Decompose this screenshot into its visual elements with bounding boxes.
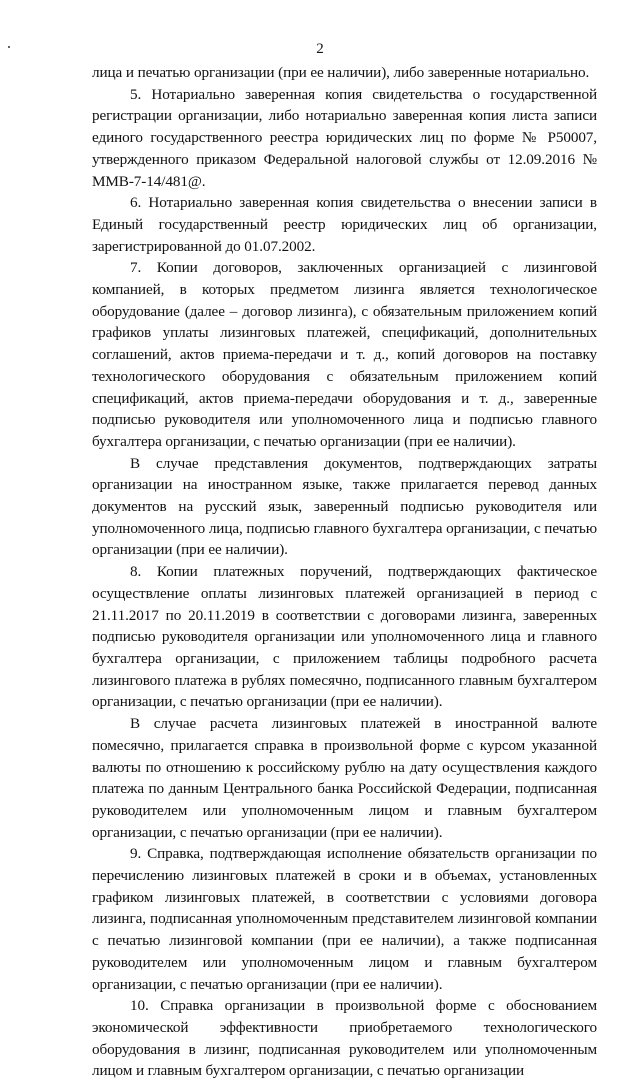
- document-body: [92, 62, 597, 1082]
- paragraph-item-5: 5. Нотариально заверенная копия свидетельства о государственной регистрации организации, либо нотариально заверенная копия листа записи единого государственного реестра юридических лиц по форме № Р50007, утвержденного приказом Федеральной налоговой службы от 12.09.2016 № ММВ-7-14/481@.: [92, 85, 597, 190]
- paragraph-item-9: 9. Справка, подтверждающая исполнение обязательств организации по перечислению лизинговых платежей в сроки и в объемах, установленных графиком лизинговых платежей, в соответствии с условиями договора лизинга, подписанная уполномоченным представителем лизинговой компании с печатью лизинговой компании (при ее наличии), а также подписанная руководителем или уполномоченным лицом и главным бухгалтером организации, с печатью организации (при ее наличии).: [92, 845, 597, 993]
- paragraph-item-8: 8. Копии платежных поручений, подтверждающих фактическое осуществление оплаты лизинговых платежей организацией в период с 21.11.2017 по 20.11.2019 в соответствии с договорами лизинга, заверенных подписью руководителя организации или уполномоченного лица и главного бухгалтера организации, с приложением таблицы подробного расчета лизингового платежа в рублях помесячно, подписанного главным бухгалтером организации, с печатью организации (при ее наличии).: [92, 563, 597, 711]
- paragraph-item-7: 7. Копии договоров, заключенных организацией с лизинговой компанией, в которых предметом лизинга является технологическое оборудование (далее – договор лизинга), с обязательным приложением копий графиков уплаты лизинговых платежей, спецификаций, дополнительных соглашений, актов приема-передачи и т. д., копий договоров на поставку технологического оборудования с обязательным приложением копий спецификаций, актов приема-передачи оборудования и т. д., заверенные подписью руководителя или уполномоченного лица и подписью главного бухгалтера организации, с печатью организации (при ее наличии).: [92, 259, 597, 450]
- paragraph-continuation: лица и печатью организации (при ее наличии), либо заверенные нотариально.: [92, 64, 590, 81]
- paragraph-item-10: 10. Справка организации в произвольной форме с обоснованием экономической эффективности приобретаемого технологического оборудования в лизинг, подписанная руководителем или уполномоченным лицом и главным бухгалтером организации, с печатью организации: [92, 997, 597, 1080]
- page-number: 2: [316, 41, 324, 57]
- paragraph-item-8-foreign-currency: В случае расчета лизинговых платежей в иностранной валюте помесячно, прилагается справка в произвольной форме с курсом указанной валюты по отношению к российскому рублю на дату осуществления каждого платежа по данным Центрального банка Российской Федерации, подписанная руководителем или уполномоченным лицом и главным бухгалтером организации, с печатью организации (при ее наличии).: [92, 715, 597, 841]
- paragraph-item-7-foreign-language: В случае представления документов, подтверждающих затраты организации на иностранном языке, также прилагается перевод данных документов на русский язык, заверенный подписью руководителя или уполномоченного лица, подписью главного бухгалтера организации, с печатью организации (при ее наличии).: [92, 454, 597, 559]
- paragraph-item-6: 6. Нотариально заверенная копия свидетельства о внесении записи в Единый государственный реестр юридических лиц об организации, зарегистрированной до 01.07.2002.: [92, 194, 597, 255]
